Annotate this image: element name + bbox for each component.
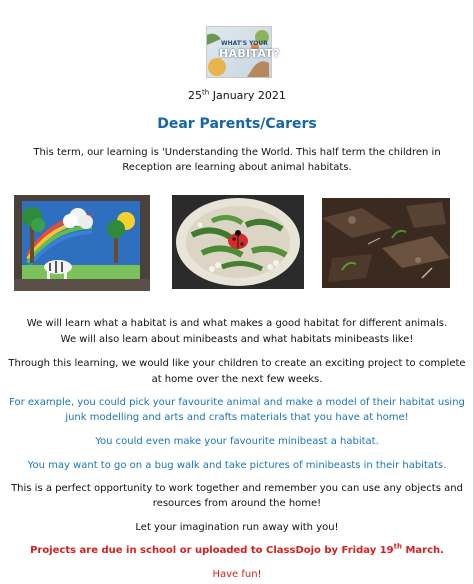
bug-walk-line: You may want to go on a bug walk and take pictures of minibeasts in their habitats. [27, 460, 447, 471]
diorama-photo [14, 195, 150, 291]
opportunity-line-2: resources from around the home! [152, 498, 322, 509]
logo-title: HABITAT? [219, 47, 280, 60]
imagination-line: Let your imagination run away with you! [135, 522, 339, 533]
due-date-line [0, 543, 474, 558]
minibeast-habitat-line: You could even make your favourite minibeast a habitat. [95, 436, 379, 447]
soil-image [322, 198, 450, 288]
project-line-1: Through this learning, we would like your children to create an exciting project to complete [8, 358, 466, 369]
date-suffix: th [202, 88, 210, 97]
due-prefix: Projects are due in school or uploaded to ClassDojo by Friday 19 [30, 545, 394, 556]
habitat-line-2: We will also learn about minibeasts and what habitats minibeasts like! [60, 334, 414, 345]
intro-line-1: This term, our learning is 'Understanding the World. This half term the children in [33, 147, 441, 158]
intro-line-2: Reception are learning about animal habitats. [122, 162, 352, 173]
due-suffix: th [393, 542, 402, 551]
leaf-plate-photo [172, 195, 304, 289]
diorama-image [14, 195, 150, 291]
habitat-logo-icon [206, 26, 280, 78]
soil-photo [322, 198, 450, 288]
habitat-line-1: We will learn what a habitat is and what makes a good habitat for different animals. [26, 318, 448, 329]
date-rest: January 2021 [209, 89, 286, 102]
closing-line: Have fun! [212, 569, 262, 580]
letter-date [0, 88, 474, 103]
project-line-2: at home over the next few weeks. [151, 374, 323, 385]
opportunity-line-1: This is a perfect opportunity to work together and remember you can use any objects and [11, 483, 463, 494]
example-line-1: For example, you could pick your favourite animal and make a model of their habitat using [9, 397, 465, 408]
leaf-plate-image [172, 195, 304, 289]
logo-subtitle: WHAT'S YOUR [221, 40, 268, 47]
due-end: March. [401, 545, 444, 556]
date-day: 25 [188, 89, 203, 102]
example-line-2: junk modelling and arts and crafts materials that you have at home! [65, 412, 409, 423]
letter-title: Dear Parents/Carers [157, 116, 317, 132]
